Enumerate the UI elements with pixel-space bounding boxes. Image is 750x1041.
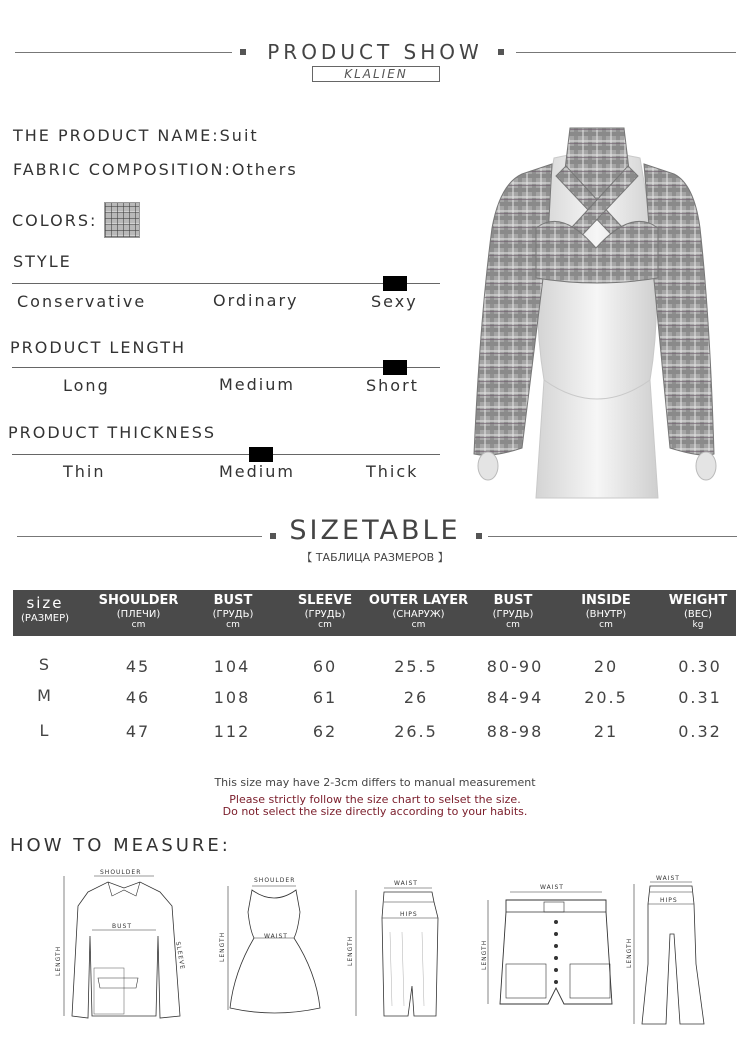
table-cell: 25.5 xyxy=(394,657,438,676)
color-swatch-plaid[interactable] xyxy=(104,202,140,238)
table-cell: 0.31 xyxy=(678,688,722,707)
measure-diagram-trousers xyxy=(620,874,710,1034)
header-square-right xyxy=(498,49,504,55)
measure-diagram-jacket xyxy=(48,866,198,1026)
thickness-option-thick: Thick xyxy=(366,462,419,481)
size-warning-2: Do not select the size directly according to your habits. xyxy=(222,805,528,818)
svg-text:SLEEVE: SLEEVE xyxy=(174,941,186,971)
table-cell: 0.30 xyxy=(678,657,722,676)
table-cell: 26 xyxy=(403,688,429,707)
sizetable-subtitle: 【 ТАБЛИЦА РАЗМЕРОВ 】 xyxy=(301,551,449,564)
col-header-shoulder: SHOULDER (ПЛЕЧИ) cm xyxy=(98,593,179,630)
table-cell: 104 xyxy=(213,657,251,676)
length-option-medium: Medium xyxy=(219,375,295,394)
svg-text:LENGTH: LENGTH xyxy=(481,939,488,970)
length-option-long: Long xyxy=(63,376,110,395)
how-to-measure-title: HOW TO MEASURE: xyxy=(10,835,231,856)
product-name: THE PRODUCT NAME:Suit xyxy=(13,126,259,145)
colors-label: COLORS: xyxy=(12,211,98,230)
product-photo xyxy=(462,118,732,502)
col-header-inside: INSIDE (ВНУТР) cm xyxy=(581,593,631,630)
table-cell: 45 xyxy=(125,657,151,676)
svg-text:LENGTH: LENGTH xyxy=(219,931,226,962)
thickness-option-thin: Thin xyxy=(63,462,106,481)
thickness-label: PRODUCT THICKNESS xyxy=(8,423,216,442)
size-warning-1: Please strictly follow the size chart to selset the size. xyxy=(229,793,521,806)
table-cell: 20 xyxy=(593,657,619,676)
page-title: PRODUCT SHOW xyxy=(267,40,483,64)
svg-text:WAIST: WAIST xyxy=(656,875,680,882)
svg-text:LENGTH: LENGTH xyxy=(626,937,633,968)
table-cell: 47 xyxy=(125,722,151,741)
style-selected-marker xyxy=(383,276,407,291)
style-option-ordinary: Ordinary xyxy=(213,291,299,310)
svg-text:WAIST: WAIST xyxy=(394,880,418,887)
measurement-note: This size may have 2-3cm differs to manual measurement xyxy=(214,776,536,789)
table-cell: 80-90 xyxy=(486,657,544,676)
table-cell: 112 xyxy=(213,722,251,741)
col-header-outer-layer: OUTER LAYER (СНАРУЖ) cm xyxy=(368,593,469,630)
table-cell: 26.5 xyxy=(394,722,438,741)
length-scale-line xyxy=(12,367,440,368)
svg-text:LENGTH: LENGTH xyxy=(55,945,62,976)
col-header-sleeve: SLEEVE (ГРУДЬ) cm xyxy=(297,593,353,630)
length-option-short: Short xyxy=(366,376,419,395)
col-header-bust: BUST (ГРУДЬ) cm xyxy=(212,593,254,630)
svg-text:WAIST: WAIST xyxy=(264,933,288,940)
table-cell: 0.32 xyxy=(678,722,722,741)
table-cell: 60 xyxy=(312,657,338,676)
header-line-right xyxy=(516,52,736,53)
style-option-sexy: Sexy xyxy=(371,292,418,311)
svg-text:LENGTH: LENGTH xyxy=(347,935,354,966)
col-header-size: size (РАЗМЕР) xyxy=(20,594,70,624)
table-cell: 62 xyxy=(312,722,338,741)
col-header-bust-inner: BUST (ГРУДЬ) cm xyxy=(492,593,534,630)
fabric-composition: FABRIC COMPOSITION:Others xyxy=(13,160,298,179)
measure-diagram-skirt xyxy=(340,876,450,1026)
table-cell: 108 xyxy=(213,688,251,707)
table-cell: S xyxy=(38,655,52,674)
table-cell: 46 xyxy=(125,688,151,707)
thickness-option-medium: Medium xyxy=(219,462,295,481)
table-cell: 20.5 xyxy=(584,688,628,707)
size-table-header xyxy=(13,590,736,636)
svg-text:HIPS: HIPS xyxy=(400,911,418,918)
table-cell: M xyxy=(37,686,53,705)
style-option-conservative: Conservative xyxy=(17,292,147,311)
svg-text:HIPS: HIPS xyxy=(660,897,678,904)
style-scale-line xyxy=(12,283,440,284)
sizetable-line-right xyxy=(488,536,737,537)
table-cell: 21 xyxy=(593,722,619,741)
svg-text:SHOULDER: SHOULDER xyxy=(254,877,296,884)
svg-text:WAIST: WAIST xyxy=(540,884,564,891)
thickness-scale-line xyxy=(12,454,440,455)
measure-diagram-shorts xyxy=(476,880,626,1010)
sizetable-square-right xyxy=(476,533,482,539)
length-label: PRODUCT LENGTH xyxy=(10,338,187,357)
brand-label: KLALIEN xyxy=(312,66,440,82)
svg-text:SHOULDER: SHOULDER xyxy=(100,869,142,876)
svg-text:BUST: BUST xyxy=(112,923,132,930)
table-cell: 84-94 xyxy=(486,688,544,707)
table-cell: L xyxy=(39,721,51,740)
length-selected-marker xyxy=(383,360,407,375)
col-header-weight: WEIGHT (ВЕС) kg xyxy=(668,593,728,630)
table-cell: 88-98 xyxy=(486,722,544,741)
style-label: STYLE xyxy=(13,252,72,271)
table-cell: 61 xyxy=(312,688,338,707)
measure-diagram-dress xyxy=(212,872,332,1022)
sizetable-title: SIZETABLE xyxy=(289,515,461,546)
thickness-selected-marker xyxy=(249,447,273,462)
